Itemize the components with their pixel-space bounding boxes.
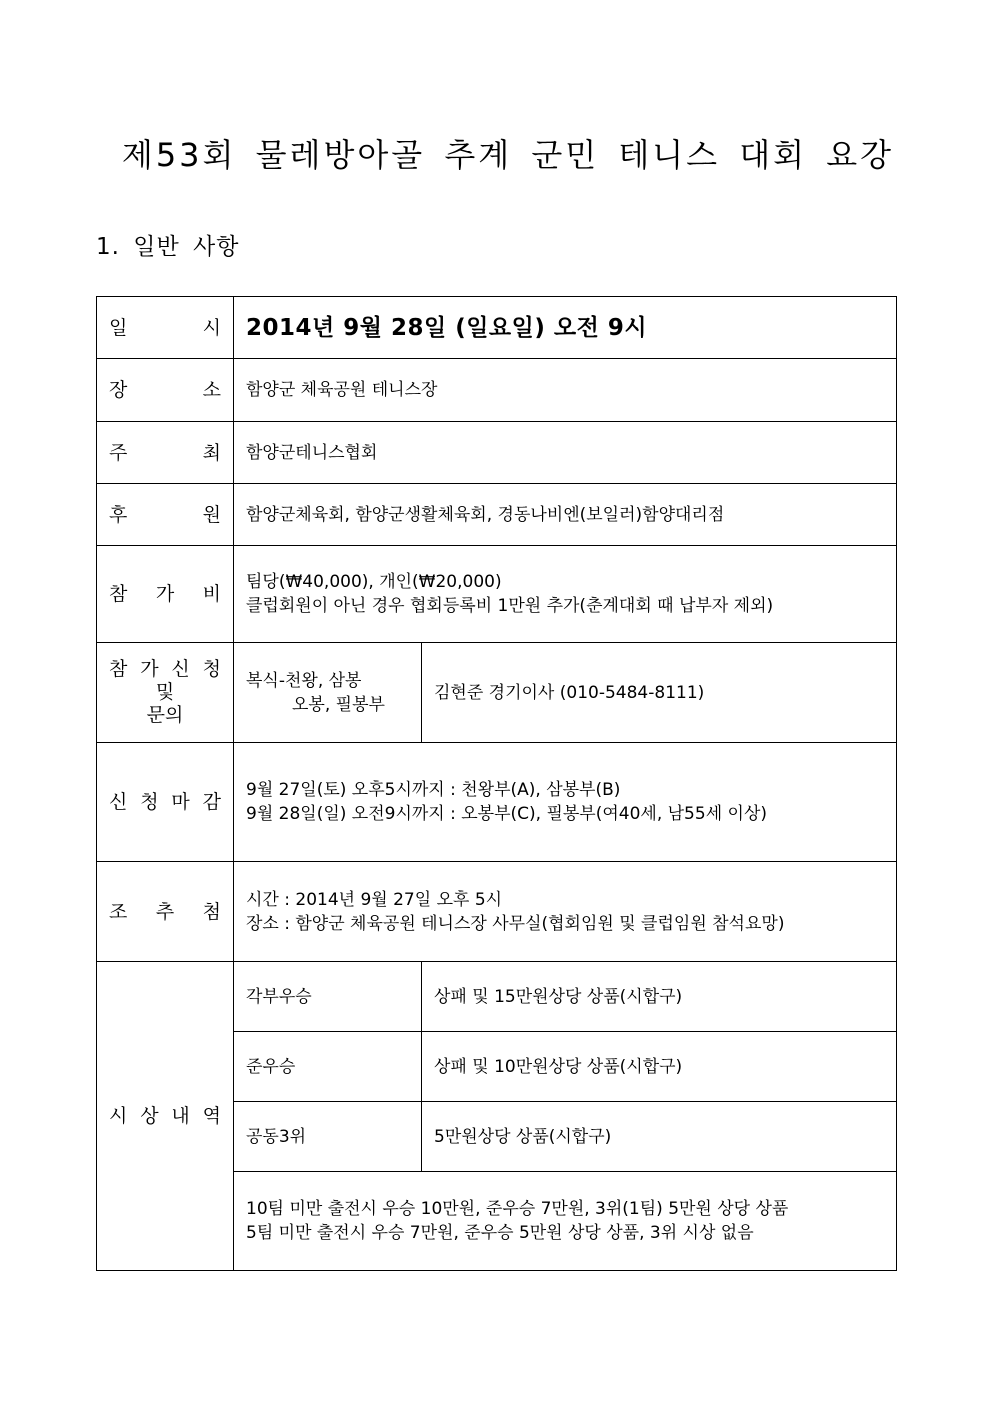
draw-line-2: 장소 : 함양군 체육공원 테니스장 사무실(협회임원 및 클럽임원 참석요망) — [246, 913, 785, 934]
value-deadline — [234, 743, 897, 862]
row-apply — [97, 643, 897, 743]
value-apply-divisions: 복식-천왕, 삼봉 오봉, 필봉부 — [234, 643, 422, 743]
award-rank: 공동3위 — [234, 1102, 422, 1172]
label-datetime: 일 시 — [97, 297, 234, 359]
row-datetime — [97, 297, 897, 359]
value-venue: 함양군 체육공원 테니스장 — [234, 359, 897, 422]
award-prize: 5만원상당 상품(시합구) — [422, 1102, 897, 1172]
row-draw — [97, 862, 897, 962]
award-note — [234, 1172, 897, 1271]
value-fee — [234, 546, 897, 643]
info-table — [96, 296, 897, 1271]
fee-line-1: 팀당(₩40,000), 개인(₩20,000) — [246, 572, 502, 592]
label-draw: 조 추 첨 — [97, 862, 234, 962]
label-host: 주 최 — [97, 422, 234, 484]
award-prize: 상패 및 10만원상당 상품(시합구) — [422, 1032, 897, 1102]
row-venue — [97, 359, 897, 422]
label-venue: 장 소 — [97, 359, 234, 422]
award-rank: 각부우승 — [234, 962, 422, 1032]
value-datetime: 2014년 9월 28일 (일요일) 오전 9시 — [234, 297, 897, 359]
deadline-line-2: 9월 28일(일) 오전9시까지 : 오봉부(C), 필봉부(여40세, 남55세 이상) — [246, 804, 767, 824]
row-deadline — [97, 743, 897, 862]
value-apply-contact: 김현준 경기이사 (010-5484-8111) — [422, 643, 897, 743]
row-fee — [97, 546, 897, 643]
row-sponsor — [97, 484, 897, 546]
label-apply: 참 가 신 청 및 문의 — [97, 643, 234, 743]
row-host — [97, 422, 897, 484]
document-title: 제53회 물레방아골 추계 군민 테니스 대회 요강 — [121, 136, 895, 174]
award-note-line-1: 10팀 미만 출전시 우승 10만원, 준우승 7만원, 3위(1팀) 5만원 상당 상품 — [246, 1199, 789, 1219]
award-prize: 상패 및 15만원상당 상품(시합구) — [422, 962, 897, 1032]
value-draw — [234, 862, 897, 962]
value-host: 함양군테니스협회 — [234, 422, 897, 484]
value-sponsor: 함양군체육회, 함양군생활체육회, 경동나비엔(보일러)함양대리점 — [234, 484, 897, 546]
row-award-1 — [97, 962, 897, 1032]
draw-line-1: 시간 : 2014년 9월 27일 오후 5시 — [246, 889, 503, 910]
deadline-line-1: 9월 27일(토) 오후5시까지 : 천왕부(A), 삼봉부(B) — [246, 780, 621, 800]
award-rank: 준우승 — [234, 1032, 422, 1102]
label-fee: 참 가 비 — [97, 546, 234, 643]
fee-line-2: 클럽회원이 아닌 경우 협회등록비 1만원 추가(춘계대회 때 납부자 제외) — [246, 596, 774, 616]
label-sponsor: 후 원 — [97, 484, 234, 546]
award-note-line-2: 5팀 미만 출전시 우승 7만원, 준우승 5만원 상당 상품, 3위 시상 없음 — [246, 1223, 754, 1243]
label-deadline: 신 청 마 감 — [97, 743, 234, 862]
label-awards: 시 상 내 역 — [97, 962, 234, 1271]
section-heading: 1. 일반 사항 — [96, 234, 240, 260]
